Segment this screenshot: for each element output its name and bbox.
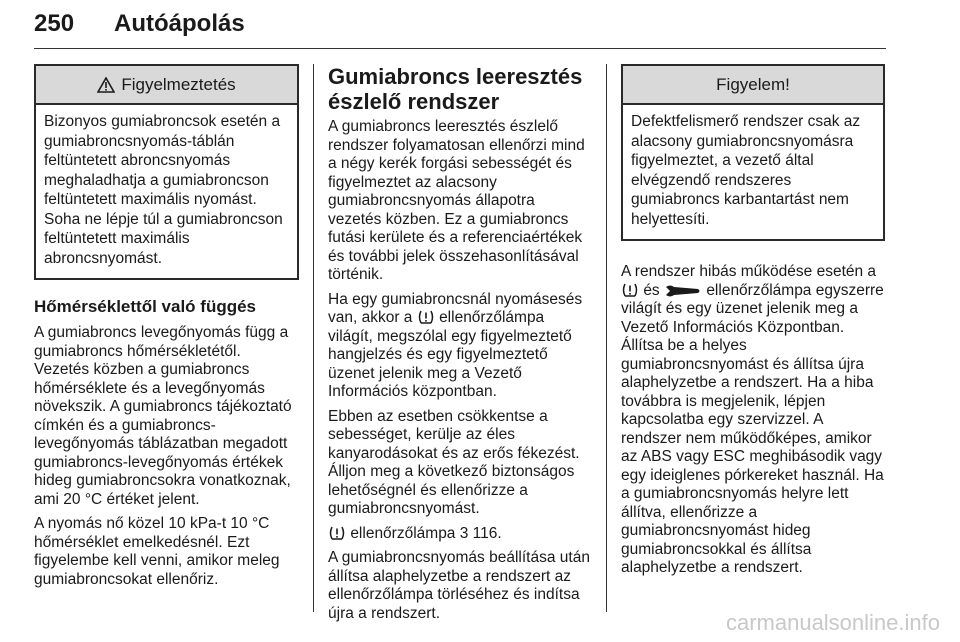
malfunction-paragraph-end: ellenőrzőlámpa egyszerre világít és egy üzenet jelenik meg a Vezető Információs Központban. Állítsa be a helyes gumiabroncsnyomást és állítsa újra alaphelyzetbe a rendszert. Ha a hiba továbbra is megjelenik, lépjen kapcsolatba egy szervizzel. A rendszer nem működőképes, amikor az ABS vagy ESC meghibásodik vagy egy ideiglenes pórkereket használ. Ha a gumiabroncsnyomás helyre lett állítva, ellenőrizze a gumiabroncsnyomást hideg gumiabroncsokkal és állítsa alaphelyzetbe a rendszert. (621, 281, 884, 576)
deflation-paragraph-3: Ebben az esetben csökkentse a sebességet, kerülje az éles kanyarodásokat és az erős fékezést. Álljon meg a következő biztonságos lehetőségnél és ellenőrizze a gumiabroncsnyomást. (328, 407, 580, 517)
page-reference-link[interactable]: 3 116. (459, 524, 502, 542)
temperature-paragraph-2: A nyomás nő közel 10 kPa-t 10 °C hőmérséklet emelkedésnél. Ezt figyelembe kell venni, amikor meleg gumiabroncsokat ellenőriz. (34, 515, 280, 588)
malfunction-paragraph-and: és (643, 281, 660, 299)
notice-box-title: Figyelem! (716, 75, 790, 94)
temperature-paragraph-1: A gumiabroncs levegőnyomás függ a gumiabroncs hőmérsékletétől. Vezetés közben a gumiabroncs hőmérséklete és a levegőnyomás növekszik. A gumiabroncs tájékoztató címkén és a gumiabroncs-levegőnyomás táblázatban megadott gumiabroncs-levegőnyomás értékek hideg gumiabroncsokra vonatkoznak, ami 20 °C értéket jelent. (34, 324, 292, 508)
page-header (34, 10, 886, 50)
warning-triangle-icon (97, 77, 115, 93)
column-divider (606, 64, 607, 612)
column-2 (328, 64, 592, 623)
watermark: carmanualsonline.info (725, 610, 940, 635)
column-3 (621, 64, 885, 578)
warning-box-title: Figyelmeztetés (121, 75, 236, 94)
notice-box (621, 64, 885, 241)
tire-pressure-warning-icon (417, 309, 435, 325)
warning-box (34, 64, 299, 280)
warning-box-header (36, 66, 297, 105)
temperature-heading: Hőmérséklettől való függés (34, 297, 257, 316)
tire-pressure-warning-icon (328, 525, 346, 541)
header-rule (34, 48, 886, 49)
tire-pressure-warning-icon (621, 282, 639, 298)
wrench-icon (664, 284, 702, 298)
malfunction-paragraph-start: A rendszer hibás működése esetén a (621, 263, 877, 280)
lamp-reference-text: ellenőrzőlámpa (350, 524, 456, 542)
deflation-paragraph-4 (328, 525, 592, 544)
deflation-paragraph-2-end: ellenőrzőlámpa világít, megszólal egy figyelmeztető hangjelzés és egy figyelmeztető üzenet jelenik meg a Vezető Információs központban. (328, 309, 572, 400)
deflation-system-heading: Gumiabroncs leeresztés észlelő rendszer (328, 64, 583, 114)
deflation-paragraph-1: A gumiabroncs leeresztés észlelő rendszer folyamatosan ellenőrzi mind a négy kerék forgási sebességét és figyelmeztet az alacsony gumiabroncsnyomás állapotra vezetés közben. Ez a gumiabroncs futási kerülete és a referenciaértékek és további jelek összehasonlításával történik. (328, 118, 585, 283)
notice-box-text: Defektfelismerő rendszer csak az alacsony gumiabroncsnyomásra figyelmeztet, a vezető által elvégzendő rendszeres gumiabroncs karbantartást nem helyettesíti. (631, 113, 861, 228)
page-number: 250 (34, 10, 75, 37)
warning-box-text: Bizonyos gumiabroncsok esetén a gumiabroncsnyomás-táblán feltüntetett abroncsnyomás meghaladhatja a gumiabroncson feltüntetett maximális nyomást. Soha ne lépje túl a gumiabroncson feltüntetett maximális abroncsnyomást. (44, 113, 283, 267)
column-1 (34, 64, 299, 589)
deflation-paragraph-5: A gumiabroncsnyomás beállítása után állítsa alaphelyzetbe a rendszert az ellenőrzőlámpa törléséhez és indítsa újra a rendszert. (328, 549, 590, 622)
section-title: Autóápolás (114, 10, 245, 37)
deflation-paragraph-2 (328, 291, 592, 402)
malfunction-paragraph (621, 263, 885, 578)
column-divider (313, 64, 314, 612)
notice-box-header (623, 66, 883, 105)
deflation-paragraph-2-start: Ha egy gumiabroncsnál nyomásesés van, akkor a (328, 290, 583, 326)
